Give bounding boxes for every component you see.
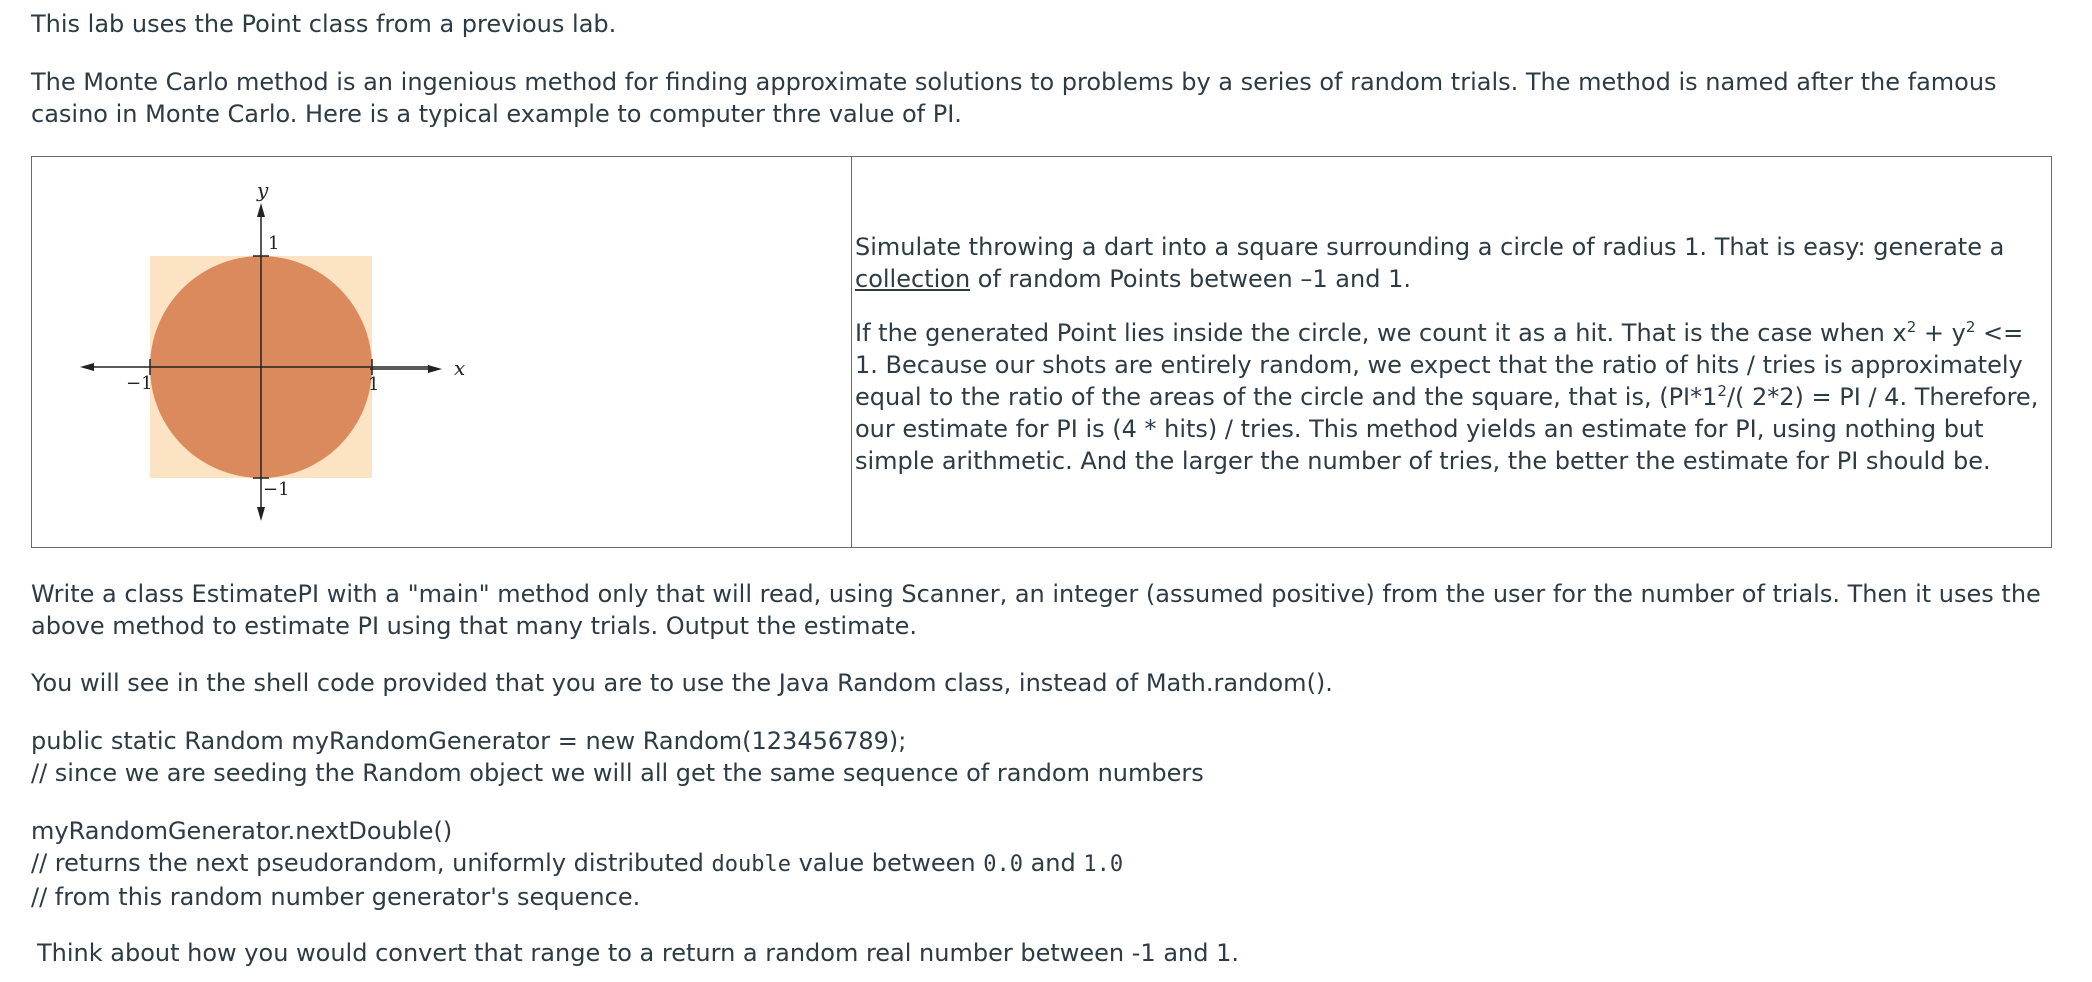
tick-left-label: −1 [126, 373, 153, 394]
simulate-text-b: of random Points between –1 and 1. [970, 265, 1411, 293]
think-paragraph: Think about how you would convert that range to a return a random real number between -1 and 1. [37, 939, 1240, 967]
tick-bottom-label: −1 [263, 479, 290, 500]
hit-paragraph [855, 317, 2041, 477]
y-axis-top-arrow [257, 203, 265, 217]
double-keyword: double [711, 852, 791, 877]
hit-text-c: <= 1. Because our shots are entirely random, we expect that the ratio of hits / tries is approximately equal to the ratio of the areas of the circle and the square, that is, (PI*1 [855, 319, 2024, 411]
random-declaration-line: public static Random myRandomGenerator = new Random(123456789); [31, 727, 907, 755]
superscript-y: 2 [1965, 318, 1976, 336]
figure-cell [32, 157, 852, 547]
x-axis-label: x [454, 356, 466, 380]
superscript-x: 2 [1906, 318, 1917, 336]
write-class-paragraph: Write a class EstimatePI with a "main" method only that will read, using Scanner, an integer (assumed positive) from the user for the number of trials. Then it uses the above method to estimate PI using that many trials. Output the estimate. [31, 580, 2041, 640]
returns-comment-a: // returns the next pseudorandom, uniformly distributed [31, 849, 712, 877]
explanation-table [31, 156, 2052, 548]
shell-code-paragraph: You will see in the shell code provided that you are to use the Java Random class, instead of Math.random(). [31, 669, 1333, 697]
sequence-comment-line: // from this random number generator's sequence. [31, 883, 641, 911]
hit-text-a: If the generated Point lies inside the circle, we count it as a hit. That is the case when x [855, 319, 1907, 347]
monte-carlo-paragraph: The Monte Carlo method is an ingenious method for finding approximate solutions to problems by a series of random trials. The method is named after the famous casino in Monte Carlo. Here is a typical example to computer thre value of PI. [31, 68, 1997, 128]
random-declaration-block [31, 725, 2071, 789]
collection-link[interactable]: collection [855, 265, 971, 293]
hit-text-b: + y [1916, 319, 1966, 347]
tick-right-label: 1 [368, 374, 380, 395]
superscript-radius: 2 [1717, 382, 1727, 400]
x-axis-right-arrow [428, 365, 442, 373]
simulate-paragraph [855, 231, 2041, 295]
unit-circle-figure [70, 169, 380, 529]
next-double-block [31, 815, 2071, 913]
high-bound-value: 1.0 [1083, 852, 1124, 877]
explanation-cell [853, 157, 2051, 547]
simulate-text-a: Simulate throwing a dart into a square surrounding a circle of radius 1. That is easy: generate a [855, 233, 2005, 261]
y-axis-bottom-arrow [257, 507, 265, 521]
y-axis-label: y [257, 178, 269, 202]
returns-comment-c: and [1022, 849, 1084, 877]
tick-top-label: 1 [268, 233, 280, 254]
hit-text-d: /( 2*2) = PI / 4. Therefore, our estimate for PI is (4 * hits) / tries. This method yields an estimate for PI, using nothing but simple arithmetic. And the larger the number of tries, the better the estimate for PI should be. [855, 383, 2039, 475]
next-double-line: myRandomGenerator.nextDouble() [31, 817, 453, 845]
low-bound-value: 0.0 [983, 852, 1023, 877]
x-axis-extension [370, 355, 490, 395]
returns-comment-b: value between [790, 849, 984, 877]
x-axis-left-arrow [80, 363, 94, 371]
intro-paragraph: This lab uses the Point class from a previous lab. [31, 10, 617, 38]
seed-comment-line: // since we are seeding the Random object we will all get the same sequence of random numbers [31, 759, 1204, 787]
